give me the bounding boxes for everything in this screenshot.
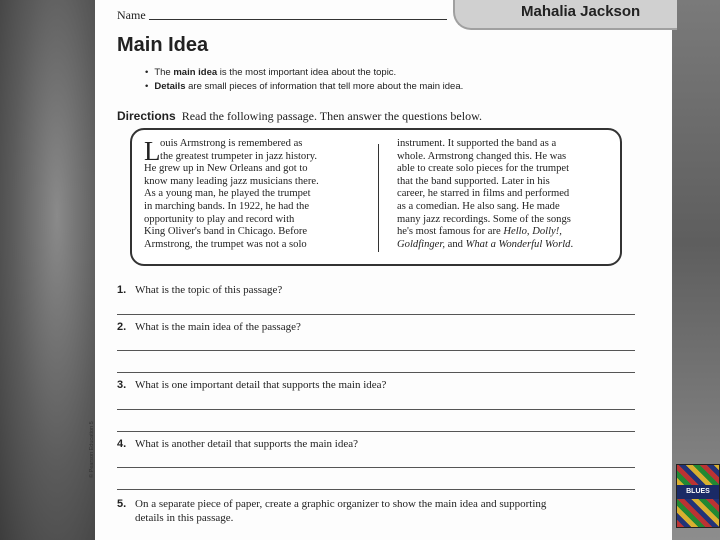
background-right [672, 0, 720, 540]
bullet-icon: • [145, 81, 149, 92]
tab-title: Mahalia Jackson [521, 3, 641, 20]
question-1: 1. What is the topic of this passage? [117, 284, 283, 296]
question-5-continued: details in this passage. [135, 512, 234, 524]
bullet-main-idea: • The main idea is the most important idea about the topic. [145, 67, 397, 78]
answer-line[interactable] [117, 372, 635, 373]
passage-line: that the band supported. Later in his [397, 175, 550, 187]
bullet-details: • Details are small pieces of information that tell more about the main idea. [145, 81, 464, 92]
passage-line: able to create solo pieces for the trumpet [397, 163, 570, 175]
column-divider [378, 144, 379, 252]
passage-line: know many leading jazz musicians there. [144, 175, 319, 187]
page-title: Main Idea [117, 34, 209, 56]
name-line [149, 19, 447, 20]
definition-list [145, 66, 463, 94]
question-2: 2. What is the main idea of the passage? [117, 321, 301, 333]
passage-line: King Oliver's band in Chicago. Before [144, 226, 308, 238]
passage-box [130, 128, 622, 266]
drop-cap: L [144, 136, 161, 166]
passage-line: ouis Armstrong is remembered as [160, 138, 303, 149]
passage-line: he's most famous for are Hello, Dolly!, [397, 226, 562, 238]
passage-line: many jazz recordings. Some of the songs [397, 213, 571, 225]
bullet-icon: • [145, 67, 149, 78]
background-left [0, 0, 95, 540]
copyright-notice: © Pearson Education 5 [89, 421, 95, 478]
passage-line: career, he starred in films and performed [397, 188, 570, 200]
passage-line: whole. Armstrong changed this. He was [397, 150, 567, 162]
song-title: What a Wonderful World [465, 238, 571, 250]
directions: Directions Read the following passage. Then answer the questions below. [117, 109, 482, 123]
answer-line[interactable] [117, 314, 635, 315]
song-title: Goldfinger, [397, 238, 445, 250]
answer-line[interactable] [117, 467, 635, 468]
passage-line: in marching bands. In 1922, he had the [144, 200, 310, 212]
worksheet-page [89, 0, 672, 540]
thumbnail-label: BLUES [677, 485, 719, 499]
passage-line: as a comedian. He also sang. He made [397, 200, 560, 212]
answer-line[interactable] [117, 431, 635, 432]
question-3: 3. What is one important detail that supports the main idea? [117, 379, 387, 391]
answer-line[interactable] [117, 489, 635, 490]
album-cover-thumbnail [676, 464, 720, 528]
question-5: 5. On a separate piece of paper, create a graphic organizer to show the main idea and supporting [117, 498, 547, 510]
passage-line: instrument. It supported the band as a [397, 138, 557, 149]
name-label: Name [117, 8, 146, 22]
question-4: 4. What is another detail that supports the main idea? [117, 438, 358, 450]
passage-line: Armstrong, the trumpet was not a solo [144, 238, 307, 250]
passage-line: Goldfinger, and What a Wonderful World. [397, 238, 574, 250]
passage-line: the greatest trumpeter in jazz history. [160, 150, 317, 162]
passage-column-left [144, 138, 362, 251]
passage-column-right [397, 138, 612, 251]
passage-line: He grew up in New Orleans and got to [144, 163, 308, 175]
answer-line[interactable] [117, 409, 635, 410]
answer-line[interactable] [117, 350, 635, 351]
song-title: Hello, Dolly!, [503, 226, 562, 238]
passage-line: As a young man, he played the trumpet [144, 188, 311, 200]
passage-line: opportunity to play and record with [144, 213, 295, 225]
